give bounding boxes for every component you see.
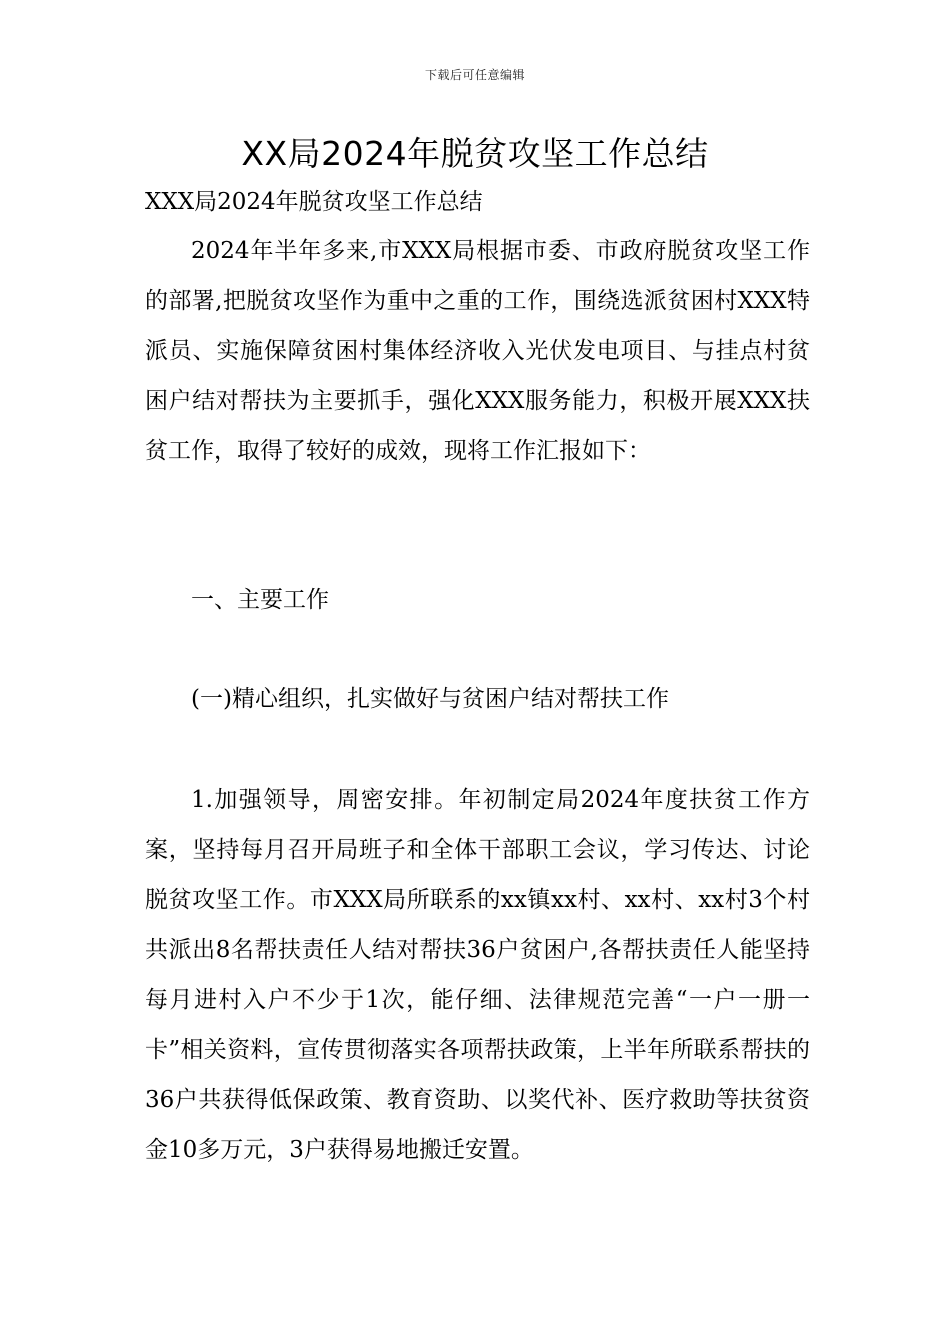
- document-title: XX局2024年脱贫攻坚工作总结: [241, 134, 709, 173]
- subsection-heading: (一)精心组织，扎实做好与贫困户结对帮扶工作: [191, 686, 669, 712]
- intro-paragraph: 2024年半年多来,市XXX局根据市委、市政府脱贫攻坚工作的部署,把脱贫攻坚作为重中之重的工作，围绕选派贫困村XXX特派员、实施保障贫困村集体经济收入光伏发电项目、与挂点村贫困户结对帮扶为主要抓手，强化XXX服务能力，积极开展XXX扶贫工作，取得了较好的成效，现将工作汇报如下：: [145, 238, 810, 464]
- document-subtitle: XXX局2024年脱贫攻坚工作总结: [145, 189, 483, 215]
- header-note: 下载后可任意编辑: [424, 68, 525, 82]
- item-paragraph: 1.加强领导，周密安排。年初制定局2024年度扶贫工作方案，坚持每月召开局班子和全体干部职工会议，学习传达、讨论脱贫攻坚工作。市XXX局所联系的xx镇xx村、xx村、xx村3个村共派出8名帮扶责任人结对帮扶36户贫困户,各帮扶责任人能坚持每月进村入户不少于1次，能仔细、法律规范完善“一户一册一卡”相关资料，宣传贯彻落实各项帮扶政策，上半年所联系帮扶的36户共获得低保政策、教育资助、以奖代补、医疗救助等扶贫资金10多万元，3户获得易地搬迁安置。: [145, 787, 810, 1163]
- section-heading: 一、主要工作: [191, 587, 329, 613]
